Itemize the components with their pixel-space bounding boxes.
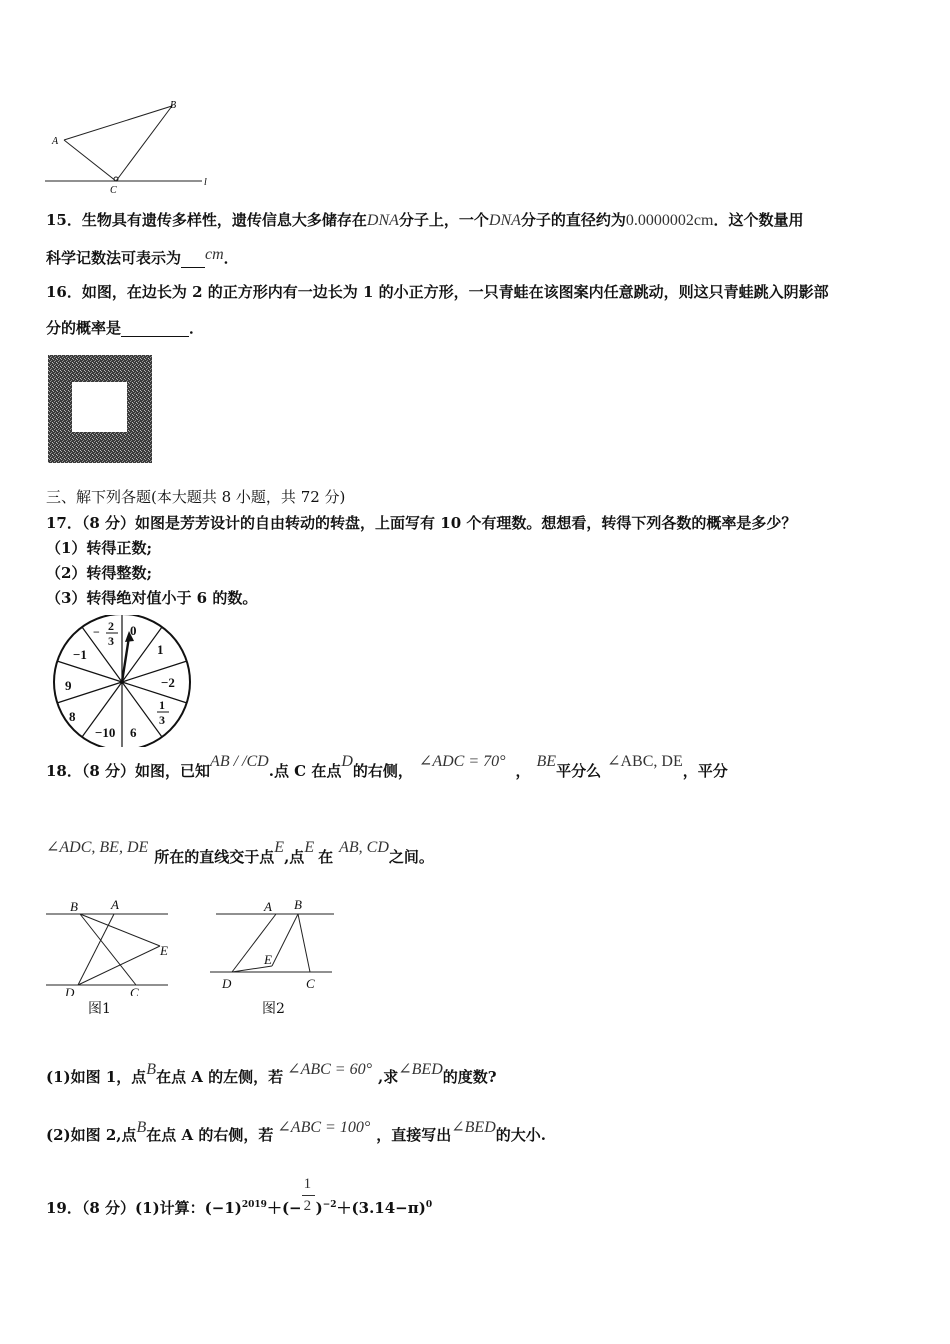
fig2-label-c: C xyxy=(306,976,315,991)
label-b: B xyxy=(170,100,177,111)
fraction-bar xyxy=(302,1195,315,1196)
q18-line2: ∠ADC, BE, DE所在的直线交于点E,点E在AB, CD之间。 xyxy=(46,839,434,866)
wheel-number-neg2: −2 xyxy=(161,675,175,690)
wheel-number-1: 1 xyxy=(157,642,164,657)
q19-line: 19．（8 分）(1)计算：$(-1)^{2019}+(-$ $\frac{1}{2}$ )$^{-2}+(3.14-\pi)^0$ xyxy=(46,1176,433,1217)
fig1-label-e: E xyxy=(160,943,168,958)
exponent-2019: 2019 xyxy=(241,1200,267,1210)
section-3-title: 三、解下列各题(本大题共 8 小题，共 72 分) xyxy=(46,488,346,506)
fig1-label-d: D xyxy=(65,985,75,996)
math-be: BE xyxy=(536,753,557,770)
math-angle-abc-100: ∠ABC = 100° xyxy=(277,1119,371,1136)
triangle-sides xyxy=(64,106,172,181)
spinner-pointer xyxy=(122,637,129,682)
q15-line1: 15．生物具有遗传多样性，遗传信息大多储存在DNA分子上，一个DNA分子的直径约为0.0000002cm．这个数量用 xyxy=(46,211,804,229)
fig2-label-a: A xyxy=(264,899,272,914)
exponent-0: 0 xyxy=(425,1200,433,1210)
svg-text:−: − xyxy=(93,625,100,639)
math-b-2: B xyxy=(136,1119,147,1136)
answer-blank-16[interactable] xyxy=(121,336,189,337)
wheel-number-6: 6 xyxy=(130,725,137,740)
math-e-2: E xyxy=(304,839,315,856)
q17-stem: 17．（8 分）如图是芳芳设计的自由转动的转盘，上面写有 10 个有理数。想想看，转得下列各数的概率是多少？ xyxy=(46,514,797,532)
math-dna: DNA xyxy=(366,212,399,229)
math-unit: cm xyxy=(205,246,224,263)
q18-part1: (1)如图 1，点B在点 A 的左侧，若 ∠ABC = 60° ,求∠BED的度数? xyxy=(46,1061,497,1086)
fig1-label-c: C xyxy=(130,985,139,996)
fig1-label-a: A xyxy=(111,897,119,912)
fig1-label-b: B xyxy=(70,899,78,914)
wheel-number-1-3 xyxy=(157,698,169,727)
label-l: l xyxy=(204,177,207,188)
q18-part2: (2)如图 2,点B在点 A 的右侧，若 ∠ABC = 100° ，直接写出∠BED的大小. xyxy=(46,1119,546,1144)
triangle-figure xyxy=(40,96,220,196)
q16-line2: 分的概率是 ． xyxy=(46,319,205,337)
math-value: 0.0000002cm xyxy=(625,212,714,229)
label-c: C xyxy=(110,185,117,196)
exponent-neg2: −2 xyxy=(322,1200,337,1210)
math-angle-abc-60: ∠ABC = 60° xyxy=(287,1061,372,1078)
math-angle-adc-70: ∠ADC = 70° xyxy=(418,753,506,770)
wheel-number-8: 8 xyxy=(69,709,76,724)
q17-sub3: （3）转得绝对值小于 6 的数。 xyxy=(46,589,258,607)
fraction-numerator: 1 xyxy=(303,1176,312,1192)
svg-text:1: 1 xyxy=(159,698,165,712)
wheel-number-neg1: −1 xyxy=(73,647,87,662)
inner-square xyxy=(72,382,127,432)
figure-2 xyxy=(208,894,338,994)
q15-line2: 科学记数法可表示为 cm． xyxy=(46,246,239,267)
wheel-number-9: 9 xyxy=(65,678,72,693)
answer-blank-15[interactable] xyxy=(181,267,205,268)
label-a: A xyxy=(52,136,59,147)
math-abc-de: ∠ABC, DE xyxy=(607,753,683,770)
shaded-square-figure xyxy=(46,353,154,465)
wheel-number-0: 0 xyxy=(130,623,137,638)
figure-2-caption: 图2 xyxy=(262,1001,285,1017)
wheel-number-neg10: −10 xyxy=(95,725,116,740)
math-adc-be-de: ∠ADC, BE, DE xyxy=(46,839,149,856)
figure-1 xyxy=(44,894,174,996)
q18-line1: 18．（8 分）如图，已知AB / /CD.点 C 在点D的右侧，∠ADC = 70°，BE平分么∠ABC, DE，平分 xyxy=(46,753,728,780)
math-dna-2: DNA xyxy=(488,212,521,229)
math-ab-cd: AB, CD xyxy=(339,839,389,856)
figure-1-caption: 图1 xyxy=(88,1001,111,1017)
math-e: E xyxy=(274,839,285,856)
wheel-number-neg2-3 xyxy=(93,619,118,648)
fig2-label-e: E xyxy=(264,952,272,967)
math-ab-parallel-cd: AB / /CD xyxy=(210,753,269,770)
svg-text:3: 3 xyxy=(159,713,165,727)
math-angle-bed: ∠BED xyxy=(398,1061,443,1078)
svg-text:3: 3 xyxy=(108,634,114,648)
fig2-label-b: B xyxy=(294,897,302,912)
q17-sub1: （1）转得正数; xyxy=(46,539,152,557)
math-d: D xyxy=(341,753,353,770)
svg-text:2: 2 xyxy=(108,619,114,633)
math-b: B xyxy=(146,1061,157,1078)
spinner-wheel xyxy=(49,615,195,747)
math-angle-bed-2: ∠BED xyxy=(451,1119,496,1136)
q16-line1: 16．如图，在边长为 2 的正方形内有一边长为 1 的小正方形，一只青蛙在该图案内任意跳动，则这只青蛙跳入阴影部 xyxy=(46,283,829,301)
q17-sub2: （2）转得整数; xyxy=(46,564,152,582)
fraction-half xyxy=(302,1176,316,1217)
fraction-denominator: 2 xyxy=(303,1198,312,1214)
fig2-label-d: D xyxy=(222,976,232,991)
